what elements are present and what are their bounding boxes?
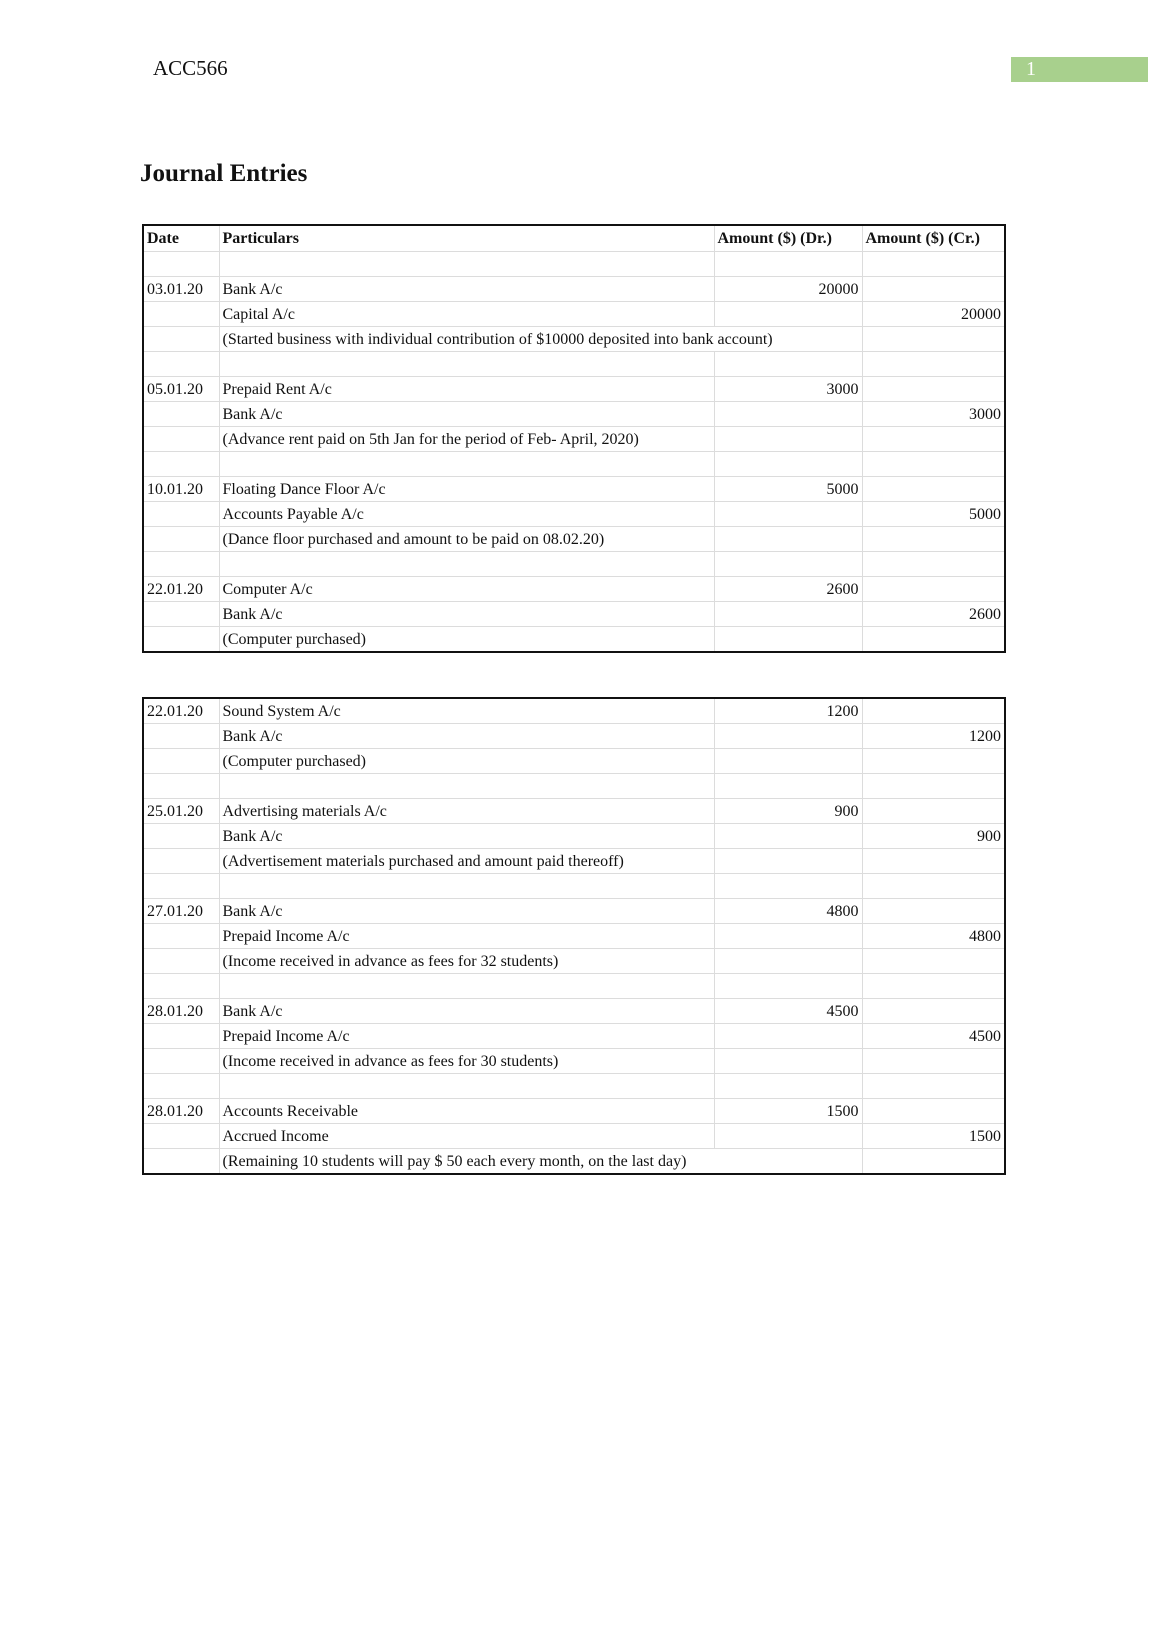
narration: (Dance floor purchased and amount to be paid on 08.02.20) [219,527,714,552]
narration-row [143,327,1005,352]
empty-cell [862,1074,1005,1099]
journal-table-1 [142,224,1006,653]
empty-cell [143,774,219,799]
empty-cell [714,724,862,749]
credit-row [143,924,1005,949]
narration: (Computer purchased) [219,627,714,653]
empty-cell [714,1049,862,1074]
debit-amount: 2600 [714,577,862,602]
empty-cell [143,602,219,627]
empty-cell [143,1074,219,1099]
narration: (Income received in advance as fees for 32 students) [219,949,714,974]
empty-cell [714,974,862,999]
empty-cell [714,874,862,899]
narration-row [143,949,1005,974]
empty-cell [862,799,1005,824]
debit-account: Bank A/c [219,999,714,1024]
entry-date: 22.01.20 [143,698,219,724]
empty-cell [862,352,1005,377]
credit-account: Bank A/c [219,824,714,849]
empty-cell [143,252,219,277]
empty-cell [143,824,219,849]
debit-amount: 20000 [714,277,862,302]
empty-cell [862,1149,1005,1175]
debit-amount: 4800 [714,899,862,924]
empty-cell [714,849,862,874]
empty-cell [714,302,862,327]
debit-amount: 5000 [714,477,862,502]
narration: (Remaining 10 students will pay $ 50 each every month, on the last day) [219,1149,862,1175]
empty-cell [143,724,219,749]
empty-cell [143,749,219,774]
empty-cell [143,402,219,427]
empty-cell [143,924,219,949]
narration: (Computer purchased) [219,749,714,774]
column-header-particulars: Particulars [219,225,714,252]
empty-cell [862,427,1005,452]
empty-cell [862,577,1005,602]
debit-account: Sound System A/c [219,698,714,724]
empty-cell [714,602,862,627]
empty-cell [714,252,862,277]
credit-amount: 1500 [862,1124,1005,1149]
debit-row [143,799,1005,824]
empty-cell [862,627,1005,653]
empty-cell [714,427,862,452]
blank-row [143,1074,1005,1099]
empty-cell [862,252,1005,277]
debit-account: Prepaid Rent A/c [219,377,714,402]
empty-cell [714,924,862,949]
entry-date: 10.01.20 [143,477,219,502]
empty-cell [862,377,1005,402]
empty-cell [714,552,862,577]
entry-date: 28.01.20 [143,999,219,1024]
debit-account: Computer A/c [219,577,714,602]
credit-row [143,602,1005,627]
credit-row [143,402,1005,427]
credit-amount: 2600 [862,602,1005,627]
credit-amount: 3000 [862,402,1005,427]
debit-row [143,1099,1005,1124]
narration: (Income received in advance as fees for 30 students) [219,1049,714,1074]
blank-row [143,552,1005,577]
empty-cell [143,627,219,653]
blank-row [143,774,1005,799]
empty-cell [219,774,714,799]
entry-date: 25.01.20 [143,799,219,824]
narration-row [143,749,1005,774]
debit-amount: 1500 [714,1099,862,1124]
narration: (Started business with individual contribution of $10000 deposited into bank account) [219,327,862,352]
narration-row [143,1149,1005,1175]
column-header-date: Date [143,225,219,252]
credit-account: Accrued Income [219,1124,714,1149]
empty-cell [714,949,862,974]
credit-row [143,824,1005,849]
entry-date: 22.01.20 [143,577,219,602]
debit-row [143,899,1005,924]
blank-row [143,252,1005,277]
empty-cell [143,849,219,874]
empty-cell [862,477,1005,502]
credit-account: Capital A/c [219,302,714,327]
empty-cell [219,874,714,899]
debit-amount: 1200 [714,698,862,724]
credit-row [143,302,1005,327]
debit-row [143,477,1005,502]
debit-row [143,999,1005,1024]
credit-amount: 4800 [862,924,1005,949]
debit-row [143,277,1005,302]
blank-row [143,974,1005,999]
empty-cell [862,774,1005,799]
credit-row [143,1024,1005,1049]
page-number: 1 [1011,57,1148,82]
empty-cell [714,452,862,477]
empty-cell [143,1124,219,1149]
column-header-debit: Amount ($) (Dr.) [714,225,862,252]
empty-cell [143,302,219,327]
empty-cell [714,402,862,427]
credit-account: Bank A/c [219,724,714,749]
empty-cell [714,1074,862,1099]
narration: (Advance rent paid on 5th Jan for the period of Feb- April, 2020) [219,427,714,452]
credit-row [143,502,1005,527]
course-code: ACC566 [153,56,228,80]
empty-cell [143,552,219,577]
empty-cell [219,974,714,999]
debit-account: Advertising materials A/c [219,799,714,824]
narration-row [143,627,1005,653]
credit-amount: 1200 [862,724,1005,749]
empty-cell [862,749,1005,774]
credit-amount: 20000 [862,302,1005,327]
entry-date: 03.01.20 [143,277,219,302]
empty-cell [714,1124,862,1149]
credit-account: Bank A/c [219,602,714,627]
empty-cell [862,327,1005,352]
credit-account: Prepaid Income A/c [219,924,714,949]
entry-date: 27.01.20 [143,899,219,924]
credit-amount: 900 [862,824,1005,849]
empty-cell [143,874,219,899]
empty-cell [219,452,714,477]
empty-cell [143,427,219,452]
debit-amount: 4500 [714,999,862,1024]
blank-row [143,874,1005,899]
debit-amount: 900 [714,799,862,824]
credit-account: Bank A/c [219,402,714,427]
credit-account: Prepaid Income A/c [219,1024,714,1049]
empty-cell [862,452,1005,477]
narration-row [143,1049,1005,1074]
header-row [143,225,1005,252]
empty-cell [714,352,862,377]
narration: (Advertisement materials purchased and amount paid thereoff) [219,849,714,874]
empty-cell [219,352,714,377]
empty-cell [714,824,862,849]
debit-account: Accounts Receivable [219,1099,714,1124]
empty-cell [862,849,1005,874]
empty-cell [219,1074,714,1099]
debit-row [143,377,1005,402]
blank-row [143,352,1005,377]
empty-cell [143,452,219,477]
empty-cell [862,899,1005,924]
credit-account: Accounts Payable A/c [219,502,714,527]
empty-cell [143,1024,219,1049]
empty-cell [143,1149,219,1175]
empty-cell [143,1049,219,1074]
empty-cell [143,327,219,352]
empty-cell [143,949,219,974]
debit-row [143,577,1005,602]
empty-cell [862,999,1005,1024]
column-header-credit: Amount ($) (Cr.) [862,225,1005,252]
journal-table-2 [142,697,1006,1175]
blank-row [143,452,1005,477]
debit-amount: 3000 [714,377,862,402]
empty-cell [862,277,1005,302]
empty-cell [143,352,219,377]
empty-cell [862,527,1005,552]
empty-cell [862,949,1005,974]
empty-cell [714,502,862,527]
empty-cell [714,527,862,552]
empty-cell [143,527,219,552]
empty-cell [862,552,1005,577]
debit-account: Bank A/c [219,277,714,302]
empty-cell [714,627,862,653]
narration-row [143,849,1005,874]
entry-date: 28.01.20 [143,1099,219,1124]
empty-cell [862,874,1005,899]
entry-date: 05.01.20 [143,377,219,402]
empty-cell [862,1099,1005,1124]
empty-cell [862,974,1005,999]
debit-row [143,698,1005,724]
empty-cell [219,252,714,277]
credit-amount: 4500 [862,1024,1005,1049]
narration-row [143,527,1005,552]
credit-row [143,1124,1005,1149]
empty-cell [714,749,862,774]
credit-row [143,724,1005,749]
debit-account: Bank A/c [219,899,714,924]
empty-cell [143,502,219,527]
empty-cell [143,974,219,999]
empty-cell [862,1049,1005,1074]
credit-amount: 5000 [862,502,1005,527]
debit-account: Floating Dance Floor A/c [219,477,714,502]
narration-row [143,427,1005,452]
empty-cell [714,1024,862,1049]
empty-cell [219,552,714,577]
empty-cell [862,698,1005,724]
empty-cell [714,774,862,799]
page-title: Journal Entries [140,160,308,187]
